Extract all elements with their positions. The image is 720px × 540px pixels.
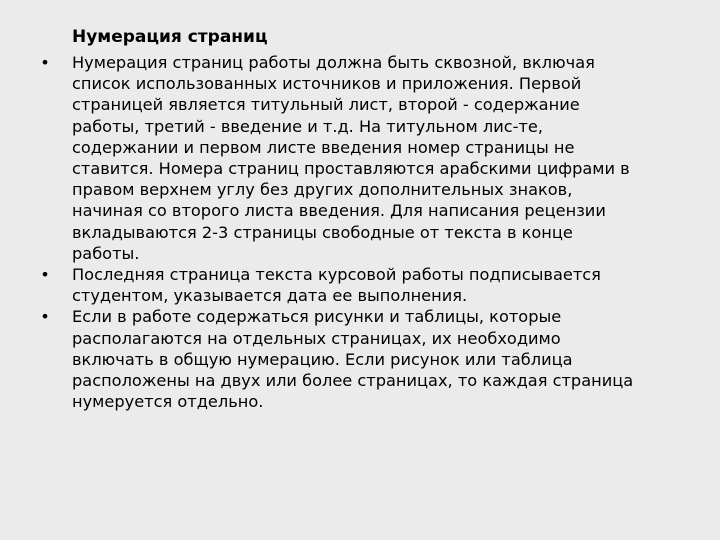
bullet-list (40, 52, 712, 412)
bullet-item-last-page (40, 264, 712, 306)
text-line: начиная со второго листа введения. Для написания рецензии (72, 201, 606, 221)
text-line: страницей является титульный лист, второй - содержание (72, 95, 580, 115)
bullet-text (72, 306, 712, 412)
text-line: Нумерация страниц работы должна быть сквозной, включая (72, 53, 595, 72)
text-line: работы, третий - введение и т.д. На титульном лис-те, (72, 116, 544, 136)
text-line: расположены на двух или более страницах, то каждая страница (72, 371, 634, 391)
text-line: Если в работе содержаться рисунки и таблицы, которые (72, 307, 562, 327)
text-line: вкладываются 2-3 страницы свободные от текста в конце (72, 222, 573, 242)
bullet-text (72, 264, 712, 306)
text-line: правом верхнем углу без других дополнительных знаков, (72, 180, 573, 200)
slide-title: Нумерация страниц (72, 27, 268, 47)
text-line: список использованных источников и приложения. Первой (72, 74, 582, 94)
text-line: содержании и первом листе введения номер страницы не (72, 137, 575, 157)
text-line: располагаются на отдельных страницах, их необходимо (72, 328, 561, 348)
bullet-marker: • (40, 53, 50, 72)
text-line: работы. (72, 243, 140, 263)
bullet-text (72, 52, 712, 264)
text-line: нумеруется отдельно. (72, 392, 264, 412)
text-line: Последняя страница текста курсовой работы подписывается (72, 265, 601, 285)
bullet-marker: • (40, 265, 50, 285)
text-line: студентом, указывается дата ее выполнения. (72, 286, 468, 306)
bullet-marker: • (40, 307, 50, 327)
text-line: ставится. Номера страниц проставляются арабскими цифрами в (72, 159, 630, 179)
bullet-item-figures-tables (40, 306, 712, 412)
text-line: включать в общую нумерацию. Если рисунок или таблица (72, 349, 573, 369)
bullet-item-page-numbering (40, 52, 712, 264)
